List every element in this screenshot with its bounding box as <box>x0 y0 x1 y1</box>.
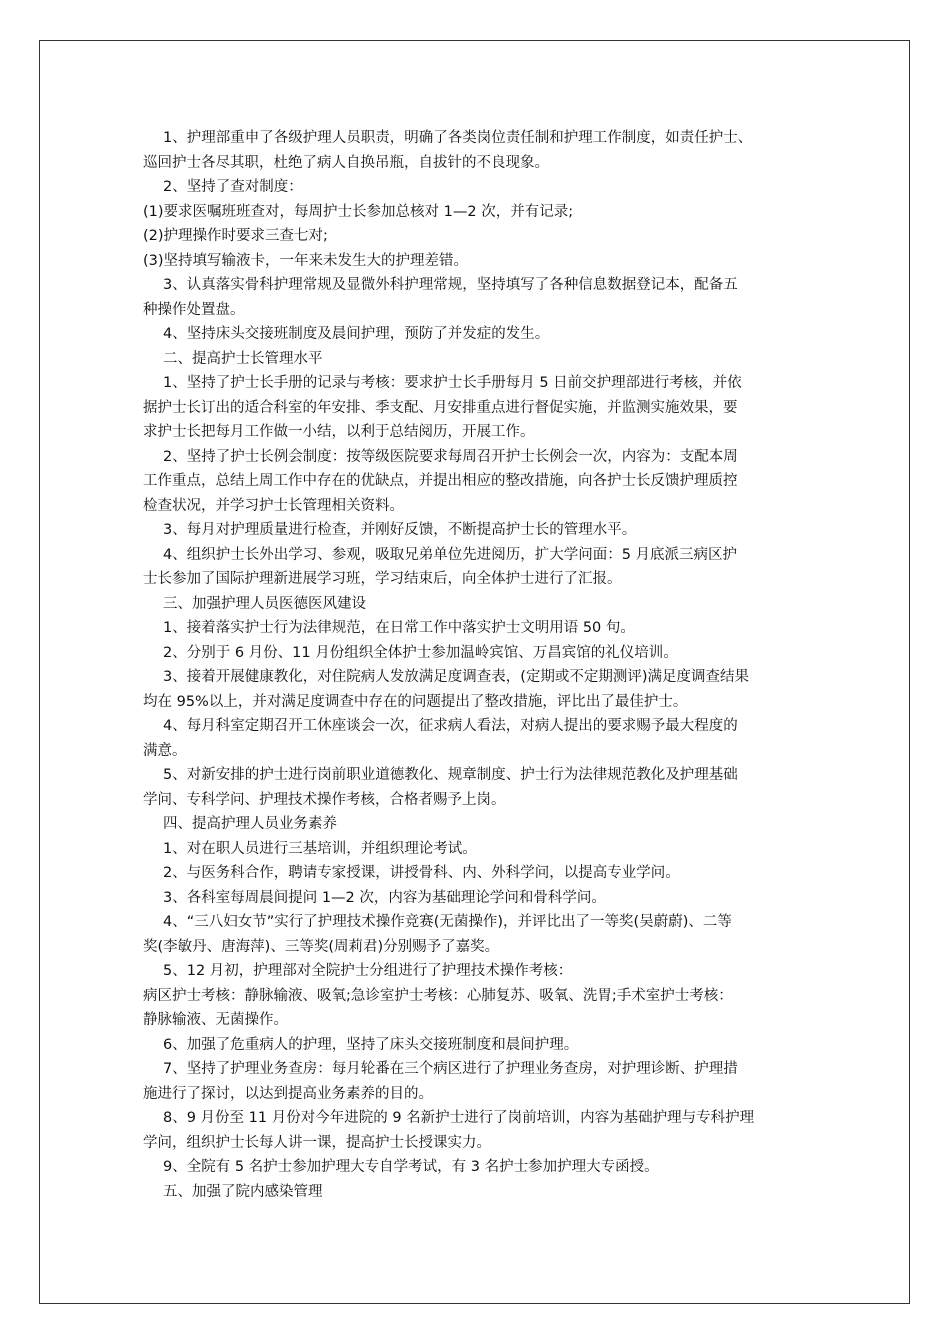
text-line: 4、每月科室定期召开工休座谈会一次，征求病人看法，对病人提出的要求赐予最大程度的 <box>163 718 738 734</box>
section-heading <box>163 592 813 617</box>
text-line: 3、每月对护理质量进行检查，并刚好反馈，不断提高护士长的管理水平。 <box>163 522 637 538</box>
text-line: 1、对在职人员进行三基培训，并组织理论考试。 <box>163 840 477 857</box>
text-line: 2、分别于 6 月份、11 月份组织全体护士参加温岭宾馆、万昌宾馆的礼仪培训。 <box>163 644 678 661</box>
section-heading <box>163 812 813 837</box>
text-line: 1、接着落实护士行为法律规范，在日常工作中落实护士文明用语 50 句。 <box>163 620 635 636</box>
paragraph <box>143 543 813 592</box>
text-line: 5、对新安排的护士进行岗前职业道德教化、规章制度、护士行为法律规范教化及护理基础 <box>163 767 738 783</box>
text-line: 3、各科室每周晨间提问 1—2 次，内容为基础理论学问和骨科学问。 <box>163 889 606 906</box>
text-line: 3、认真落实骨科护理常规及显微外科护理常规，坚持填写了各种信息数据登记本，配备五 <box>163 277 738 293</box>
text-line: 施进行了探讨，以达到提高业务素养的目的。 <box>143 1085 433 1102</box>
text-line: 种操作处置盘。 <box>143 301 245 318</box>
text-line: 学问、专科学问、护理技术操作考核，合格者赐予上岗。 <box>143 791 506 808</box>
paragraph <box>143 224 813 249</box>
paragraph <box>163 1033 813 1058</box>
text-line: 检查状况，并学习护士长管理相关资料。 <box>143 497 404 514</box>
paragraph <box>163 641 813 666</box>
paragraph <box>143 126 813 175</box>
paragraph <box>143 371 813 445</box>
text-line: 4、坚持床头交接班制度及晨间护理，预防了并发症的发生。 <box>163 326 550 342</box>
paragraph <box>163 616 813 641</box>
section-heading <box>163 1180 813 1205</box>
text-line: 2、坚持了护士长例会制度：按等级医院要求每周召开护士长例会一次，内容为：支配本周 <box>163 448 738 465</box>
text-line: 五、加强了院内感染管理 <box>163 1183 323 1200</box>
text-line: 工作重点，总结上周工作中存在的优缺点，并提出相应的整改措施，向各护士长反馈护理质控 <box>143 473 738 489</box>
text-line: (2)护理操作时要求三查七对; <box>143 228 328 244</box>
paragraph <box>143 200 813 225</box>
text-line: 1、护理部重申了各级护理人员职责，明确了各类岗位责任制和护理工作制度，如责任护士、 <box>163 130 753 146</box>
text-line: 病区护士考核：静脉输液、吸氧;急诊室护士考核：心肺复苏、吸氧、洗胃;手术室护士考核： <box>143 987 733 1004</box>
text-line: 均在 95%以上，并对满足度调查中存在的问题提出了整改措施，评比出了最佳护士。 <box>143 693 688 710</box>
paragraph <box>163 1155 813 1180</box>
paragraph <box>143 249 813 274</box>
paragraph <box>143 714 813 763</box>
text-line: 2、坚持了查对制度： <box>163 179 303 195</box>
paragraph <box>143 445 813 519</box>
text-line: 2、与医务科合作，聘请专家授课，讲授骨科、内、外科学问，以提高专业学问。 <box>163 865 680 881</box>
text-line: 据护士长订出的适合科室的年安排、季支配、月安排重点进行督促实施，并监测实施效果，要 <box>143 399 738 416</box>
paragraph <box>163 175 813 200</box>
text-line: 二、提高护士长管理水平 <box>163 350 323 367</box>
paragraph <box>163 518 813 543</box>
text-line: (3)坚持填写输液卡，一年来未发生大的护理差错。 <box>143 252 469 269</box>
paragraph <box>143 665 813 714</box>
text-line: 4、组织护士长外出学习、参观，吸取兄弟单位先进阅历，扩大学问面：5 月底派三病区护 <box>163 546 738 563</box>
text-line: 巡回护士各尽其职，杜绝了病人自换吊瓶，自拔针的不良现象。 <box>143 154 549 171</box>
paragraph <box>143 273 813 322</box>
text-line: 求护士长把每月工作做一小结，以利于总结阅历，开展工作。 <box>143 424 535 440</box>
paragraph <box>143 1106 813 1155</box>
text-line: 静脉输液、无菌操作。 <box>143 1012 288 1028</box>
text-line: 满意。 <box>143 742 187 759</box>
text-line: 3、接着开展健康教化，对住院病人发放满足度调查表，(定期或不定期测评)满足度调查结果 <box>163 669 750 685</box>
paragraph <box>163 322 813 347</box>
text-line: 1、坚持了护士长手册的记录与考核：要求护士长手册每月 5 日前交护理部进行考核，并依 <box>163 375 742 391</box>
text-line: 7、坚持了护理业务查房：每月轮番在三个病区进行了护理业务查房，对护理诊断、护理措 <box>163 1061 738 1077</box>
paragraph <box>163 861 813 886</box>
paragraph <box>143 910 813 959</box>
paragraph <box>163 837 813 862</box>
text-line: 5、12 月初，护理部对全院护士分组进行了护理技术操作考核： <box>163 963 573 979</box>
document-body <box>143 126 813 1204</box>
text-line: 9、全院有 5 名护士参加护理大专自学考试，有 3 名护士参加护理大专函授。 <box>163 1159 659 1175</box>
paragraph <box>143 984 813 1033</box>
paragraph <box>163 959 813 984</box>
text-line: 四、提高护理人员业务素养 <box>163 816 337 832</box>
text-line: 士长参加了国际护理新进展学习班，学习结束后，向全体护士进行了汇报。 <box>143 571 622 587</box>
text-line: 学问，组织护士长每人讲一课，提高护士长授课实力。 <box>143 1134 491 1151</box>
text-line: 三、加强护理人员医德医风建设 <box>163 595 366 612</box>
text-line: 奖(李敏丹、唐海萍)、三等奖(周莉君)分别赐予了嘉奖。 <box>143 938 500 955</box>
text-line: 6、加强了危重病人的护理，坚持了床头交接班制度和晨间护理。 <box>163 1036 579 1053</box>
paragraph <box>143 763 813 812</box>
paragraph <box>143 1057 813 1106</box>
text-line: 8、9 月份至 11 月份对今年进院的 9 名新护士进行了岗前培训，内容为基础护理与专科护理 <box>163 1110 755 1126</box>
section-heading <box>163 347 813 372</box>
text-line: 4、“三八妇女节”实行了护理技术操作竞赛(无菌操作)，并评比出了一等奖(吴蔚蔚)、二等 <box>163 914 732 930</box>
paragraph <box>163 886 813 911</box>
text-line: (1)要求医嘱班班查对，每周护士长参加总核对 1—2 次，并有记录; <box>143 203 574 220</box>
